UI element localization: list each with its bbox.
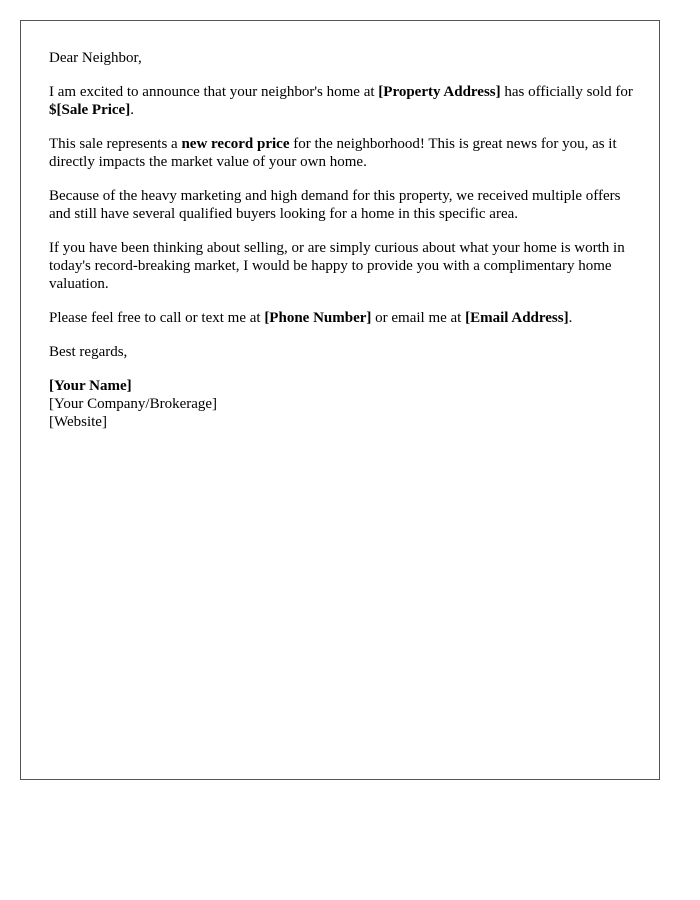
record-price-emphasis: new record price — [181, 136, 290, 152]
property-address: [Property Address] — [378, 84, 501, 100]
valuation-offer-paragraph: If you have been thinking about selling, or are simply curious about what your home is worth in today's record-breaking market, I would be happy to provide you with a complimentary home valuation. — [49, 240, 625, 292]
email-address: [Email Address] — [465, 310, 569, 326]
contact-paragraph — [49, 309, 639, 327]
signature-company: [Your Company/Brokerage] — [49, 396, 218, 412]
record-price-text-part: This sale represents a — [49, 136, 182, 152]
record-price-paragraph — [49, 135, 639, 171]
phone-number: [Phone Number] — [264, 310, 372, 326]
announcement-text-part: has officially sold for — [500, 84, 633, 100]
salutation: Dear Neighbor, — [49, 50, 142, 66]
buyer-demand-paragraph: Because of the heavy marketing and high demand for this property, we received multiple offers and still have several qualified buyers looking for a home in this specific area. — [49, 188, 621, 222]
signature-name — [49, 377, 639, 395]
letter-frame — [20, 20, 660, 780]
contact-text-part: . — [568, 310, 573, 326]
closing: Best regards, — [49, 344, 128, 360]
contact-text-part: Please feel free to call or text me at — [49, 310, 265, 326]
signature-name-text: [Your Name] — [49, 378, 132, 394]
announcement-text-part: I am excited to announce that your neighbor's home at — [49, 84, 379, 100]
contact-text-part: or email me at — [371, 310, 466, 326]
announcement-paragraph — [49, 83, 639, 119]
signature-block — [49, 377, 639, 431]
sale-price: $[Sale Price] — [49, 102, 131, 118]
letter-body — [49, 49, 639, 431]
announcement-text-part: . — [130, 102, 134, 118]
signature-website: [Website] — [49, 414, 107, 430]
record-price-text-part: for the neighborhood! This is great news for you, as it directly impacts the market value of your own home. — [49, 136, 617, 170]
